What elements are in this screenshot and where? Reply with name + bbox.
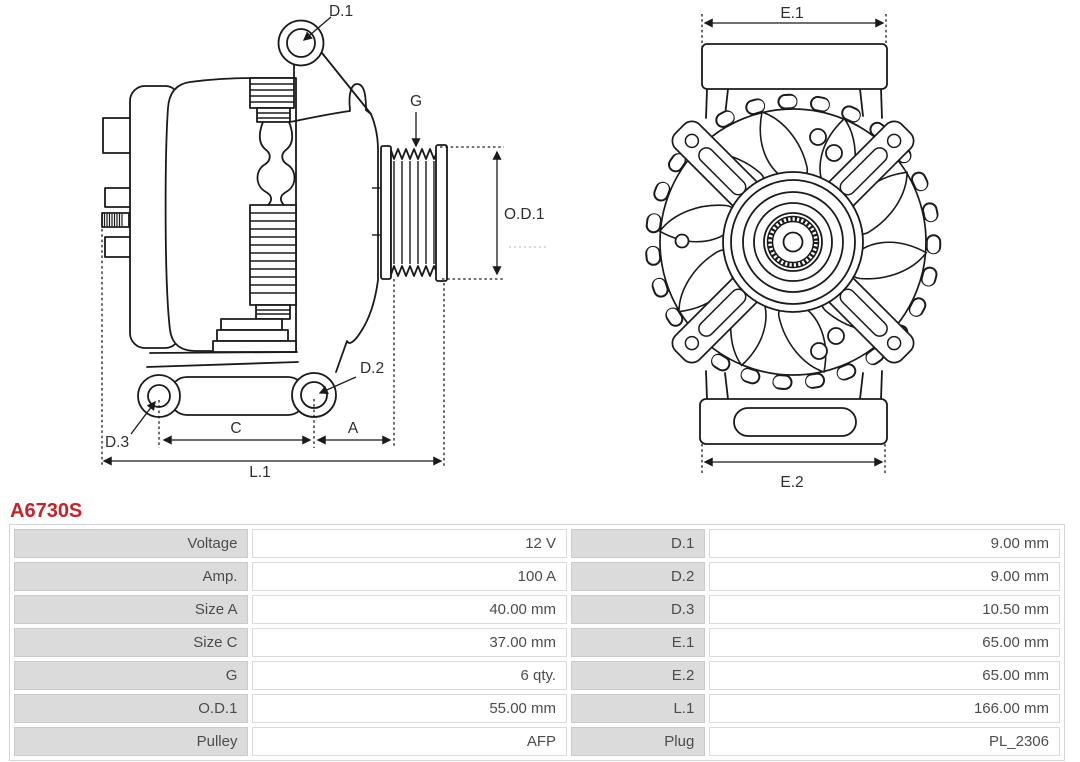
table-row bbox=[14, 595, 1060, 624]
spec-label-pulley: Pulley bbox=[14, 727, 248, 756]
table-row bbox=[14, 628, 1060, 657]
spec-table bbox=[9, 524, 1065, 761]
table-row bbox=[14, 529, 1060, 558]
dim-label-od1: O.D.1 bbox=[504, 206, 545, 223]
dim-label-e2: E.2 bbox=[780, 474, 804, 491]
spec-value-pulley: AFP bbox=[252, 727, 567, 756]
spec-label-d2: D.2 bbox=[571, 562, 705, 591]
spec-label-voltage: Voltage bbox=[14, 529, 248, 558]
table-row bbox=[14, 562, 1060, 591]
dim-label-d3: D.3 bbox=[104, 434, 130, 451]
dim-label-c: C bbox=[230, 420, 242, 437]
pulley bbox=[381, 145, 447, 281]
spec-value-od1: 55.00 mm bbox=[252, 694, 567, 723]
spec-value-e2: 65.00 mm bbox=[709, 661, 1060, 690]
spec-value-size-c: 37.00 mm bbox=[252, 628, 567, 657]
spec-label-amp: Amp. bbox=[14, 562, 248, 591]
hub-and-shaft bbox=[723, 172, 863, 312]
spec-value-plug: PL_2306 bbox=[709, 727, 1060, 756]
spec-label-d1: D.1 bbox=[571, 529, 705, 558]
spec-value-voltage: 12 V bbox=[252, 529, 567, 558]
spec-label-l1: L.1 bbox=[571, 694, 705, 723]
spec-value-e1: 65.00 mm bbox=[709, 628, 1060, 657]
top-bracket bbox=[702, 44, 887, 89]
spec-label-d3: D.3 bbox=[571, 595, 705, 624]
spec-value-d2: 9.00 mm bbox=[709, 562, 1060, 591]
dim-label-g: G bbox=[409, 93, 423, 110]
front-view-drawing bbox=[653, 5, 934, 491]
spec-value-l1: 166.00 mm bbox=[709, 694, 1060, 723]
table-row bbox=[14, 694, 1060, 723]
spec-label-od1: O.D.1 bbox=[14, 694, 248, 723]
dim-label-d1: D.1 bbox=[328, 3, 354, 20]
spec-label-size-c: Size C bbox=[14, 628, 248, 657]
dim-label-e1: E.1 bbox=[780, 5, 804, 22]
shaft-bore bbox=[784, 233, 803, 252]
spec-value-d3: 10.50 mm bbox=[709, 595, 1060, 624]
part-number: A6730S bbox=[10, 500, 83, 522]
spec-label-e2: E.2 bbox=[571, 661, 705, 690]
spec-value-amp: 100 A bbox=[252, 562, 567, 591]
dim-label-a: A bbox=[347, 420, 359, 437]
side-view-drawing bbox=[102, 3, 549, 481]
table-row bbox=[14, 727, 1060, 756]
spec-label-size-a: Size A bbox=[14, 595, 248, 624]
spec-label-plug: Plug bbox=[571, 727, 705, 756]
bottom-bracket-slot bbox=[734, 408, 856, 436]
spec-value-d1: 9.00 mm bbox=[709, 529, 1060, 558]
spec-label-e1: E.1 bbox=[571, 628, 705, 657]
dim-label-d2: D.2 bbox=[359, 360, 385, 377]
table-row bbox=[14, 661, 1060, 690]
spec-value-size-a: 40.00 mm bbox=[252, 595, 567, 624]
spec-label-g: G bbox=[14, 661, 248, 690]
spec-value-g: 6 qty. bbox=[252, 661, 567, 690]
dim-label-l1: L.1 bbox=[249, 464, 271, 481]
foot-bar bbox=[170, 377, 305, 415]
